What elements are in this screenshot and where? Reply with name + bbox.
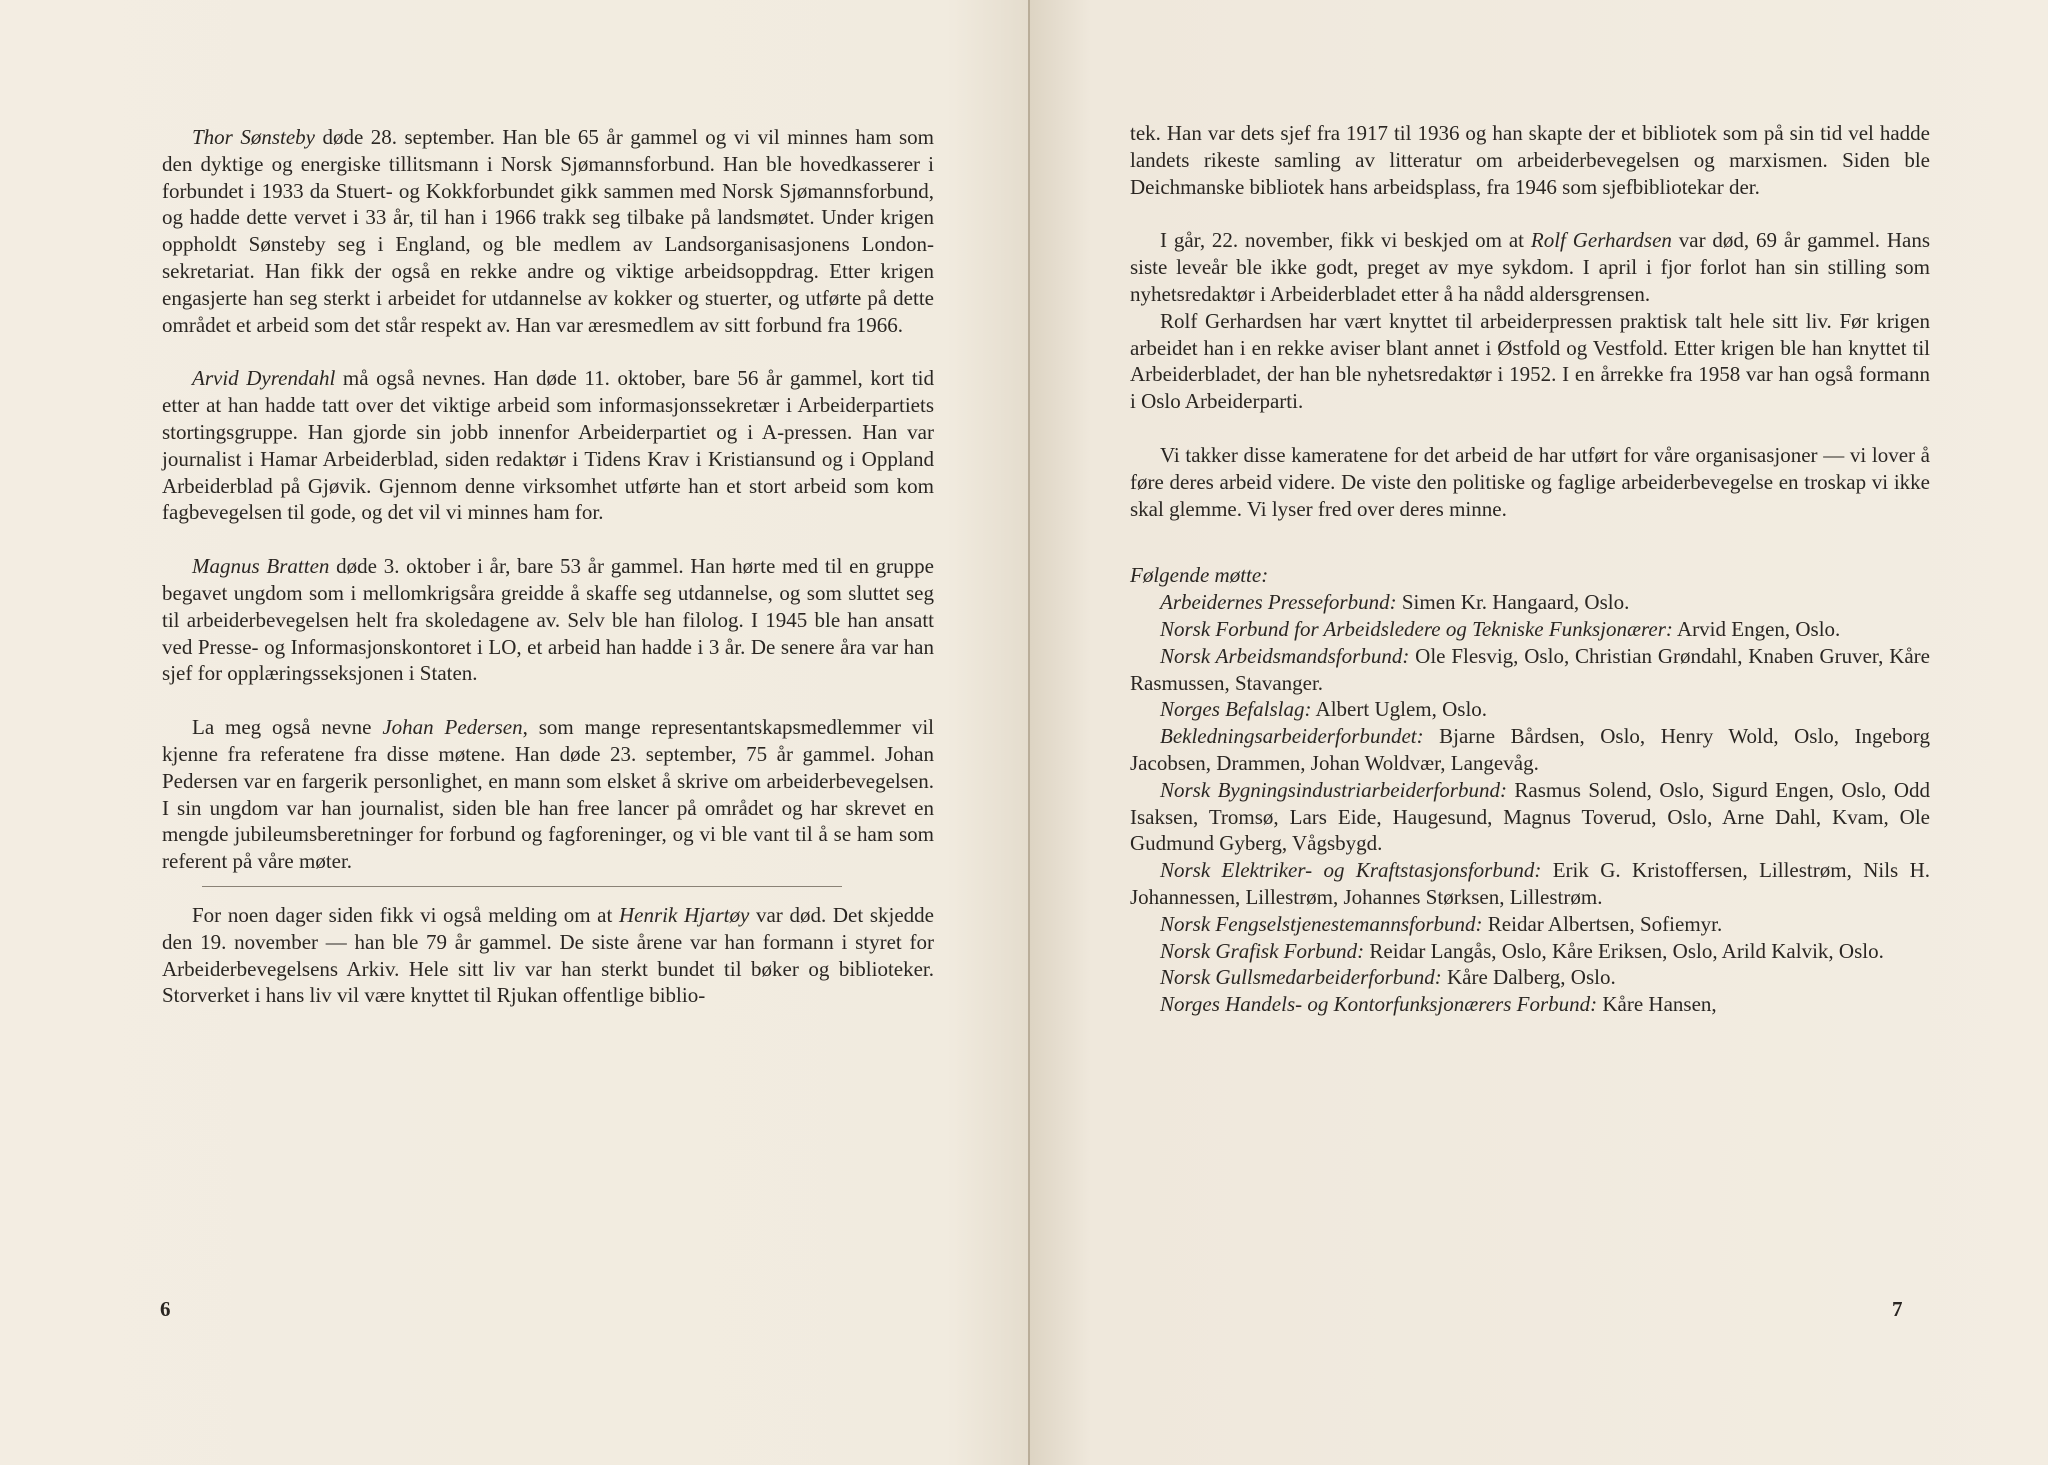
- right-page: [1030, 0, 2048, 1465]
- person-name: Arvid Dyrendahl: [192, 366, 336, 391]
- attendee-entry: Norsk Arbeidsmandsforbund: Ole Flesvig, Oslo, Christian Grøndahl, Knaben Gruver, Kåre Rasmussen, Stavanger.: [1130, 643, 1930, 695]
- paragraph-gerhardsen-2: Rolf Gerhardsen har vært knyttet til arbeiderpressen praktisk talt hele sitt liv. Før krigen arbeidet han i en rekke aviser blant annet i Østfold og Vestfold. Etter krigen ble han knyttet til Arbeiderbladet, der han ble nyhetsredaktør i 1952. I en årrekke fra 1958 var han også formann i Oslo Arbeiderparti.: [1130, 308, 1930, 414]
- attendee-entry: Norsk Elektriker- og Kraftstasjonsforbund: Erik G. Kristoffersen, Lillestrøm, Nils H. Johannessen, Lillestrøm, Johannes Størksen, Lillestrøm.: [1130, 858, 1930, 909]
- attendees-list: [1130, 589, 1930, 1018]
- right-page-text: [1130, 120, 1930, 1018]
- divider: [202, 886, 842, 887]
- paragraph-closing: Vi takker disse kameratene for det arbeid de har utført for våre organisasjoner — vi lover å føre deres arbeid videre. De viste den politiske og faglige arbeiderbevegelse en troskap vi ikke skal glemme. Vi lyser fred over deres minne.: [1130, 442, 1930, 521]
- paragraph-gerhardsen: I går, 22. november, fikk vi beskjed om at Rolf Gerhardsen var død, 69 år gammel. Hans siste leveår ble ikke godt, preget av mye sykdom. I april i fjor forlot han sin stilling som nyhetsredaktør i Arbeiderbladet etter å ha nådd aldersgrensen.: [1130, 228, 1930, 306]
- attendees-heading: Følgende møtte:: [1130, 563, 1269, 588]
- attendee-entry: Norsk Grafisk Forbund: Reidar Langås, Oslo, Kåre Eriksen, Oslo, Arild Kalvik, Oslo.: [1160, 938, 1884, 963]
- paragraph-hjartoy: For noen dager siden fikk vi også melding om at Henrik Hjartøy var død. Det skjedde den 19. november — han ble 79 år gammel. De siste årene var han formann i styret for Arbeiderbevegelsens Arkiv. Hele sitt liv var han sterkt bundet til bøker og biblioteker. Storverket i hans liv vil være knyttet til Rjukan offentlige biblio-: [162, 902, 934, 1008]
- person-name: Magnus Bratten: [192, 554, 330, 579]
- paragraph-dyrendahl: Arvid Dyrendahl må også nevnes. Han døde 11. oktober, bare 56 år gammel, kort tid etter at han hadde tatt over det viktige arbeid som informasjonssekretær i Arbeiderpartiets stortingsgruppe. Han gjorde sin jobb innenfor Arbeiderpartiet og i A-pressen. Han var journalist i Hamar Arbeiderblad, siden redaktør i Tidens Krav i Kristiansund og i Oppland Arbeiderblad på Gjøvik. Gjennom denne virksomhet utførte han et stort arbeid som kom fagbevegelsen til gode, og det vil vi minnes ham for.: [162, 366, 934, 525]
- attendee-entry: Arbeidernes Presseforbund: Simen Kr. Hangaard, Oslo.: [1160, 590, 1630, 615]
- paragraph-sonsteby: Thor Sønsteby døde 28. september. Han ble 65 år gammel og vi vil minnes ham som den dyktige og energiske tillitsmann i Norsk Sjømannsforbund. Han ble hovedkasserer i forbundet i 1933 da Stuert- og Kokkforbundet gikk sammen med Norsk Sjømannsforbund, og hadde dette vervet i 33 år, til han i 1966 trakk seg tilbake på landsmøtet. Under krigen oppholdt Sønsteby seg i England, og ble medlem av Landsorganisasjonens London-sekretariat. Han fikk der også en rekke andre og viktige arbeidsoppdrag. Etter krigen engasjerte han seg sterkt i arbeidet for utdannelse av kokker og stuerter, og utførte på dette området et arbeid som det står respekt av. Han var æresmedlem av sitt forbund fra 1966.: [162, 125, 935, 337]
- attendee-entry: Norsk Bygningsindustriarbeiderforbund: Rasmus Solend, Oslo, Sigurd Engen, Oslo, Odd Isaksen, Tromsø, Lars Eide, Haugesund, Magnus Toverud, Oslo, Arne Dahl, Kvam, Ole Gudmund Gyberg, Vågsbygd.: [1130, 777, 1930, 856]
- paragraph-hjartoy-continued: tek. Han var dets sjef fra 1917 til 1936 og han skapte der et bibliotek som på sin tid vel hadde landets rikeste samling av litteratur om arbeiderbevegelsen og marxismen. Siden ble Deichmanske bibliotek hans arbeidsplass, fra 1946 som sjefbibliotekar der.: [1130, 121, 1930, 199]
- person-name: Henrik Hjartøy: [619, 902, 750, 927]
- paragraph-pedersen: La meg også nevne Johan Pedersen, som mange representantskapsmedlemmer vil kjenne fra referatene fra disse møtene. Han døde 23. september, 75 år gammel. Johan Pedersen var en fargerik personlighet, en mann som elsket å skrive om arbeiderbevegelsen. I sin ungdom var han journalist, siden ble han free lancer på området og har skrevet en mengde jubileumsberetninger for forbund og fagforeninger, og vi ble vant til å se ham som referent på våre møter.: [162, 715, 934, 874]
- attendee-entry: Norges Handels- og Kontorfunksjonærers Forbund: Kåre Hansen,: [1160, 992, 1717, 1017]
- attendee-entry: Norsk Fengselstjenestemannsforbund: Reidar Albertsen, Sofiemyr.: [1160, 911, 1723, 936]
- attendee-entry: Norsk Gullsmedarbeiderforbund: Kåre Dalberg, Oslo.: [1160, 965, 1616, 990]
- left-page-text: [162, 124, 934, 1009]
- person-name: Thor Sønsteby: [192, 125, 315, 149]
- attendee-entry: Norsk Forbund for Arbeidsledere og Tekniske Funksjonærer: Arvid Engen, Oslo.: [1160, 616, 1841, 641]
- page-number: 7: [1892, 1297, 1903, 1321]
- page-number: 6: [160, 1297, 171, 1321]
- person-name: Johan Pedersen: [382, 715, 523, 740]
- attendee-entry: Norges Befalslag: Albert Uglem, Oslo.: [1160, 697, 1488, 722]
- person-name: Rolf Gerhardsen: [1530, 228, 1672, 253]
- attendee-entry: Bekledningsarbeiderforbundet: Bjarne Bårdsen, Oslo, Henry Wold, Oslo, Ingeborg Jacobsen, Drammen, Johan Woldvær, Langevåg.: [1130, 724, 1930, 775]
- paragraph-bratten: Magnus Bratten døde 3. oktober i år, bare 53 år gammel. Han hørte med til en gruppe begavet ungdom som i mellomkrigsåra greidde å skaffe seg utdannelse, og som sluttet seg til arbeiderbevegelsen helt fra skoledagene av. Selv ble han filolog. I 1945 ble han ansatt ved Presse- og Informasjonskontoret i LO, et arbeid han hadde i 3 år. De senere åra var han sjef for opplæringsseksjonen i Staten.: [162, 554, 934, 686]
